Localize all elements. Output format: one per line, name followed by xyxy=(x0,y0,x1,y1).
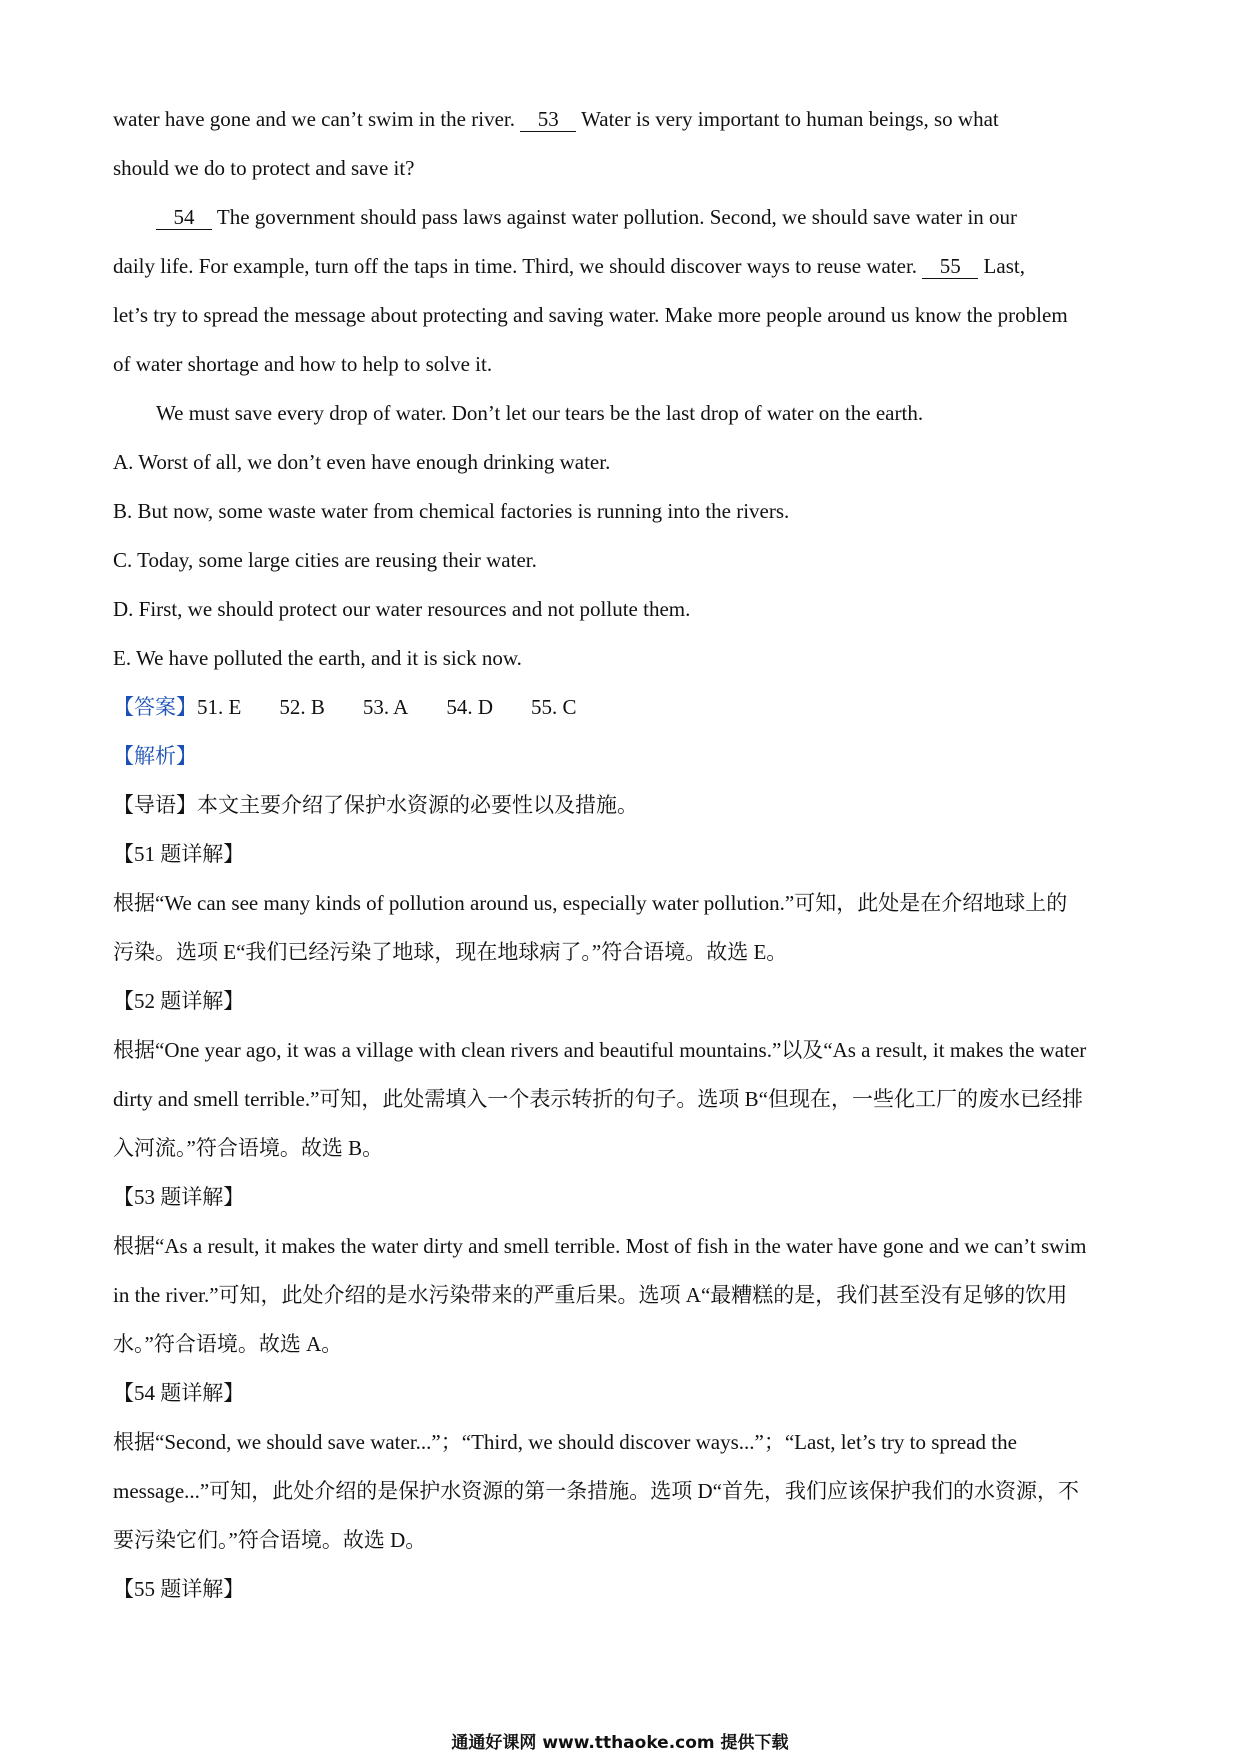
passage-text: The government should pass laws against water pollution. Second, we should save water in our xyxy=(212,205,1018,229)
passage-text: Water is very important to human beings, so what xyxy=(576,107,999,131)
page-footer: 通通好课网 www.tthaoke.com 提供下载 xyxy=(451,1733,789,1753)
blank-53: 53 xyxy=(520,107,576,132)
blank-54: 54 xyxy=(156,205,212,230)
option-e: E. We have polluted the earth, and it is sick now. xyxy=(113,646,522,670)
blank-55: 55 xyxy=(922,254,978,279)
answer-item: 51. E xyxy=(197,695,242,719)
passage-line xyxy=(113,104,999,134)
passage-text: water have gone and we can’t swim in the river. xyxy=(113,107,521,131)
answer-row xyxy=(113,692,615,722)
answer-item: 55. C xyxy=(531,695,577,719)
option-d: D. First, we should protect our water resources and not pollute them. xyxy=(113,597,691,621)
analysis-label: 【解析】 xyxy=(113,744,197,768)
q52-line: 根据“One year ago, it was a village with clean rivers and beautiful mountains.”以及“As a result, it makes the water xyxy=(113,1038,1087,1062)
passage-line: We must save every drop of water. Don’t let our tears be the last drop of water on the earth. xyxy=(156,401,924,425)
passage-line: should we do to protect and save it? xyxy=(113,156,415,180)
q55-heading: 【55 题详解】 xyxy=(113,1577,245,1601)
q54-line: 根据“Second, we should save water...”；“Third, we should discover ways...”；“Last, let’s try to spread the xyxy=(113,1430,1017,1454)
q52-line: dirty and smell terrible.”可知，此处需填入一个表示转折的句子。选项 B“但现在，一些化工厂的废水已经排 xyxy=(113,1087,1084,1111)
q54-line: message...”可知，此处介绍的是保护水资源的第一条措施。选项 D“首先，我们应该保护我们的水资源，不 xyxy=(113,1479,1079,1503)
q51-heading: 【51 题详解】 xyxy=(113,842,245,866)
q52-heading: 【52 题详解】 xyxy=(113,989,245,1013)
option-b: B. But now, some waste water from chemical factories is running into the rivers. xyxy=(113,499,790,523)
answer-item: 53. A xyxy=(362,695,409,719)
q53-line: 根据“As a result, it makes the water dirty and smell terrible. Most of fish in the water have gone and we can’t swim xyxy=(113,1234,1087,1258)
q54-heading: 【54 题详解】 xyxy=(113,1381,245,1405)
passage-line xyxy=(113,251,1025,281)
q51-line: 根据“We can see many kinds of pollution around us, especially water pollution.”可知，此处是在介绍地球上的 xyxy=(113,891,1068,915)
answer-label: 【答案】 xyxy=(113,695,197,719)
passage-line: of water shortage and how to help to solve it. xyxy=(113,352,493,376)
passage-line xyxy=(156,202,1017,232)
option-a: A. Worst of all, we don’t even have enough drinking water. xyxy=(113,450,611,474)
intro-text: 【导语】本文主要介绍了保护水资源的必要性以及措施。 xyxy=(113,793,638,817)
option-c: C. Today, some large cities are reusing their water. xyxy=(113,548,537,572)
q52-line: 入河流。”符合语境。故选 B。 xyxy=(113,1136,384,1160)
passage-line: let’s try to spread the message about protecting and saving water. Make more people around us know the problem xyxy=(113,303,1068,327)
passage-text: Last, xyxy=(978,254,1025,278)
q51-line: 污染。选项 E“我们已经污染了地球，现在地球病了。”符合语境。故选 E。 xyxy=(113,940,788,964)
answer-item: 54. D xyxy=(446,695,494,719)
passage-text: daily life. For example, turn off the taps in time. Third, we should discover ways to reuse water. xyxy=(113,254,923,278)
q53-line: 水。”符合语境。故选 A。 xyxy=(113,1332,343,1356)
q53-heading: 【53 题详解】 xyxy=(113,1185,245,1209)
q53-line: in the river.”可知，此处介绍的是水污染带来的严重后果。选项 A“最糟糕的是，我们甚至没有足够的饮用 xyxy=(113,1283,1068,1307)
answer-item: 52. B xyxy=(279,695,325,719)
q54-line: 要污染它们。”符合语境。故选 D。 xyxy=(113,1528,427,1552)
